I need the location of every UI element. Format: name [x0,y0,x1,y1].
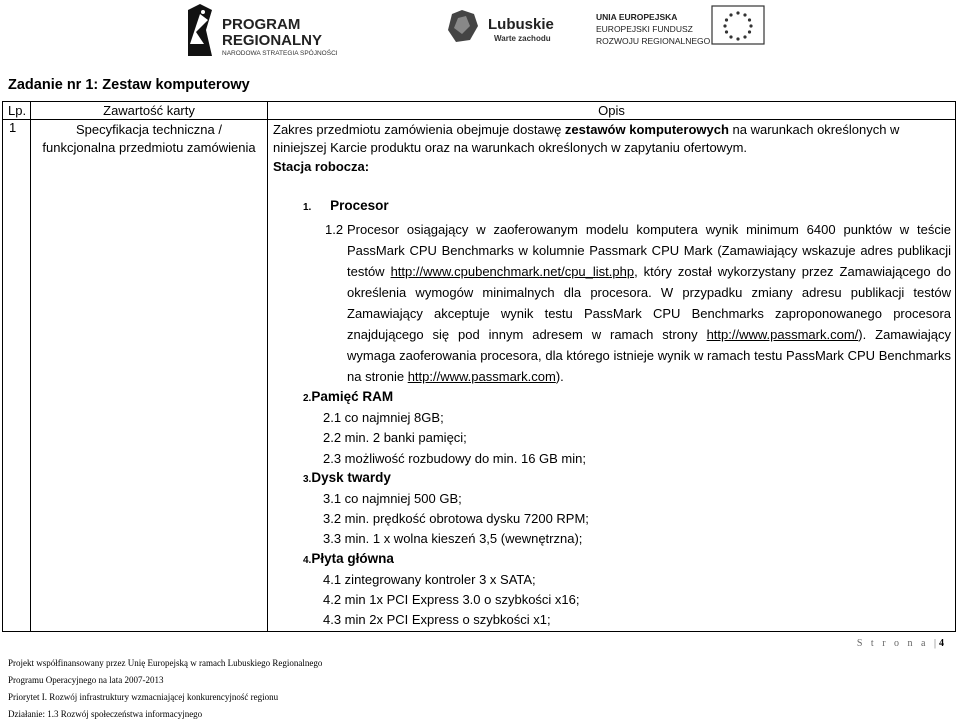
footer-line-1: Projekt współfinansowany przez Unię Europejską w ramach Lubuskiego Regionalnego [8,658,323,668]
cell-zawartosc [31,120,268,632]
list-item: 4.3 min 2x PCI Express o szybkości x1; [323,612,551,628]
logo-text-ue3: ROZWOJU REGIONALNEGO [596,36,711,46]
intro-text-2: na warunkach określonych w niniejszej Karcie produktu oraz na warunkach określonych w zapytaniu ofertowym. [273,122,900,155]
logo-text-ue2: EUROPEJSKI FUNDUSZ [596,24,693,34]
cell-lp: 1 [3,120,31,632]
section-heading [303,388,951,408]
page-label: S t r o n a [856,638,929,649]
list-item: 2.1 co najmniej 8GB; [323,410,444,425]
cell-opis [268,120,956,632]
header-zawartosc: Zawartość karty [31,102,268,120]
para-text-4: ). [555,369,564,384]
page-separator: | [933,638,939,649]
logo-text-ue1: UNIA EUROPEJSKA [596,12,678,22]
section-procesor [273,197,951,387]
header-logos [0,0,960,60]
logo-text-warte: Warte zachodu [494,34,551,43]
para-text-3: ). Zamawiający wymaga zaoferowania procesora, dla którego istnieje wynik w ramach testu PassMark CPU Benchmarks na stronie [347,327,951,384]
intro-bold: zestawów komputerowych [564,122,729,137]
section-title: Procesor [330,198,389,213]
intro-paragraph [273,121,951,157]
ue-logo [596,6,764,46]
section-heading [303,469,951,489]
list-item: 4.2 min 1x PCI Express 3.0 o szybkości x16; [323,592,580,608]
product-card-table [2,101,956,632]
section-ram [273,388,951,631]
footer-line-2: Programu Operacyjnego na lata 2007-2013 [8,675,164,685]
procesor-paragraph [303,219,951,387]
para-text-1: Procesor osiągający w zaoferowanym modelu komputera wynik minimum 6400 punktów w teście PassMark CPU Benchmarks w kolumnie Passmark CPU Mark (Zamawiający wskazuje adres publikacji testów [347,222,951,279]
section-title: Płyta główna [311,550,394,566]
cpubenchmark-link[interactable]: http://www.cpubenchmark.net/cpu_list.php [390,264,635,279]
page-number-value: 4 [939,638,944,649]
section-heading [303,550,951,570]
header-lp: Lp. [3,102,31,120]
logo-text-lubuskie: Lubuskie [488,16,554,33]
table-header-row [3,102,956,120]
section-title: Dysk twardy [311,469,391,485]
stacja-label: Stacja robocza: [273,159,370,174]
list-item: 4.1 zintegrowany kontroler 3 x SATA; [323,571,536,587]
section-number: 3. [303,473,312,485]
passmark-link[interactable]: http://www.passmark.com/ [706,327,859,342]
section-number: 1. [303,202,312,213]
footer-line-4: Działanie: 1.3 Rozwój społeczeństwa informacyjnego [8,709,203,719]
footer-line-3: Priorytet I. Rozwój infrastruktury wzmacniającej konkurencyjność regionu [8,692,279,702]
page-number [857,638,944,649]
section-heading [303,197,951,217]
section-number: 2. [303,393,312,404]
program-regionalny-logo [188,4,338,57]
spec-line-2: funkcjonalna przedmiotu zamówienia [42,140,256,155]
list-item: 2.2 min. 2 banki pamięci; [323,430,467,446]
list-item: 2.3 możliwość rozbudowy do min. 16 GB min; [323,450,586,466]
list-item: 3.3 min. 1 x wolna kieszeń 3,5 (wewnętrzna); [323,531,583,547]
logo-text-nss: NARODOWA STRATEGIA SPÓJNOŚCI [222,50,338,57]
spec-line-1: Specyfikacja techniczna / [76,122,222,137]
document-title: Zadanie nr 1: Zestaw komputerowy [8,77,250,93]
paragraph-number: 1.2 [325,222,344,237]
intro-text: Zakres przedmiotu zamówienia obejmuje dostawę [273,122,565,137]
logo-text-program: PROGRAM [222,16,301,33]
lubuskie-logo [448,10,554,43]
logo-text-regionalny: REGIONALNY [222,32,323,49]
list-item: 3.1 co najmniej 500 GB; [323,490,462,506]
section-title: Pamięć RAM [311,389,394,404]
footer [8,655,322,723]
header-opis: Opis [268,102,956,120]
section-number: 4. [303,554,312,566]
table-row [3,120,956,632]
passmark-link-2[interactable]: http://www.passmark.com [407,369,556,384]
para-text-2: , który został wykorzystany przez Zamawiającego do określenia wymogów minimalnych dla procesora. W przypadku zmiany adresu publikacji testów Zamawiający akceptuje wynik testu PassMark CPU Benchmarks zaproponowanego procesora znajdującego się pod innym adresem w ramach strony [347,264,952,342]
list-item: 3.2 min. prędkość obrotowa dysku 7200 RPM; [323,511,589,527]
